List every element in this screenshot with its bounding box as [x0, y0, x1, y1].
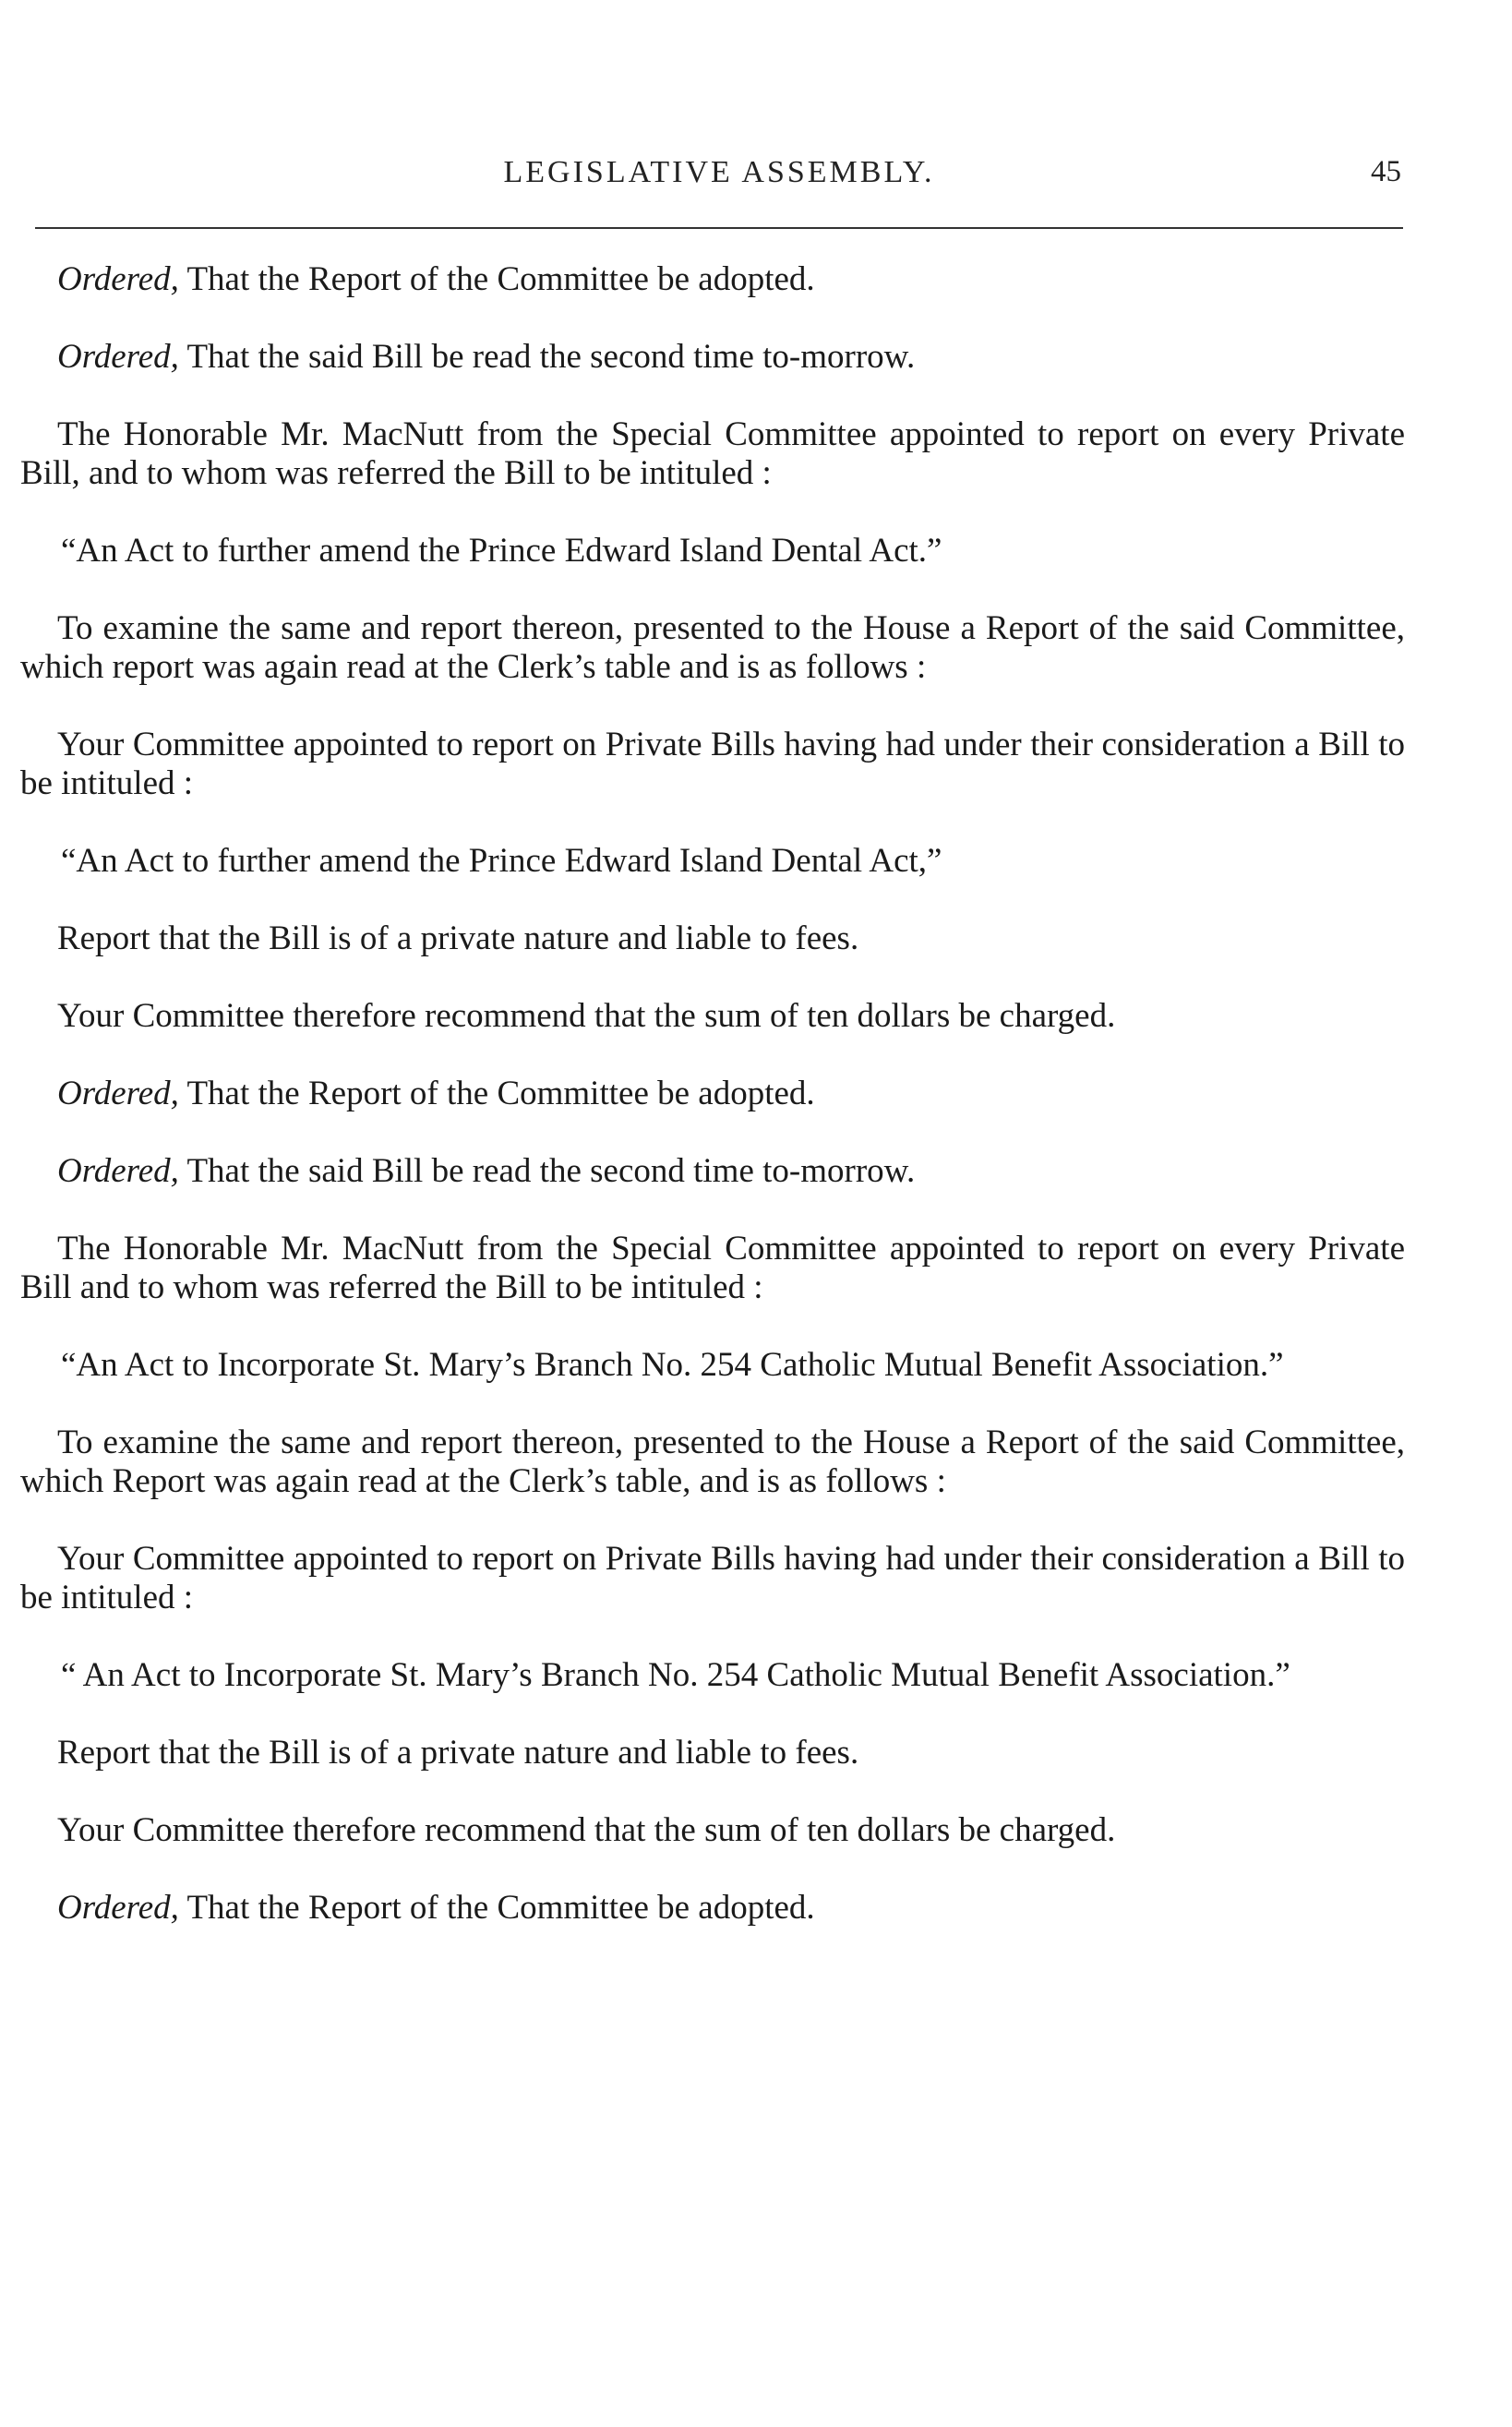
paragraph-text: Your Committee appointed to report on Private Bills having had under their consideration a Bill to be intituled : [20, 1540, 1405, 1616]
paragraph-text: Your Committee appointed to report on Private Bills having had under their consideration a Bill to be intituled : [20, 726, 1405, 802]
paragraph-text: That the Report of the Committee be adopted. [178, 1075, 815, 1112]
paragraph-text: “An Act to Incorporate St. Mary’s Branch No. 254 Catholic Mutual Benefit Association.” [61, 1346, 1284, 1384]
paragraph [20, 1075, 1405, 1113]
paragraph-text: The Honorable Mr. MacNutt from the Special Committee appointed to report on every Private Bill, and to whom was referred the Bill to be intituled : [20, 415, 1405, 492]
paragraph [20, 726, 1405, 803]
paragraph-text: That the Report of the Committee be adopted. [178, 1889, 815, 1927]
paragraph [20, 338, 1405, 377]
paragraph-text: “An Act to further amend the Prince Edward Island Dental Act.” [61, 532, 942, 570]
paragraph-text: “ An Act to Incorporate St. Mary’s Branch No. 254 Catholic Mutual Benefit Association.” [61, 1656, 1290, 1694]
paragraph [20, 1734, 1405, 1772]
bill-title-quote [20, 1346, 1405, 1385]
paragraph-text: Report that the Bill is of a private nature and liable to fees. [57, 1734, 859, 1772]
ordered-lead: Ordered, [57, 338, 179, 376]
ordered-lead: Ordered, [57, 1075, 179, 1112]
ordered-lead: Ordered, [57, 260, 179, 298]
paragraph-text: That the Report of the Committee be adopted. [178, 260, 815, 298]
ordered-lead: Ordered, [57, 1889, 179, 1927]
paragraph [20, 1424, 1405, 1501]
paragraph [20, 609, 1405, 687]
paragraph-text: To examine the same and report thereon, presented to the House a Report of the said Committee, which report was again read at the Clerk’s table and is as follows : [20, 609, 1405, 686]
paragraph-text: That the said Bill be read the second time to-morrow. [178, 338, 916, 376]
paragraph [20, 415, 1405, 493]
paragraph-text: Your Committee therefore recommend that the sum of ten dollars be charged. [57, 1811, 1116, 1849]
paragraph [20, 1889, 1405, 1928]
page-header [37, 155, 1401, 203]
paragraph-text: That the said Bill be read the second time to-morrow. [178, 1152, 916, 1190]
bill-title-quote [20, 1656, 1405, 1695]
paragraph [20, 1811, 1405, 1850]
paragraph [20, 1230, 1405, 1307]
page-number: 45 [1371, 155, 1401, 188]
ordered-lead: Ordered, [57, 1152, 179, 1190]
paragraph-text: “An Act to further amend the Prince Edward Island Dental Act,” [61, 842, 942, 880]
paragraph [20, 1152, 1405, 1191]
paragraph-text: Report that the Bill is of a private nature and liable to fees. [57, 919, 859, 957]
paragraph-text: The Honorable Mr. MacNutt from the Special Committee appointed to report on every Private Bill and to whom was referred the Bill to be intituled : [20, 1230, 1405, 1306]
paragraph-text: To examine the same and report thereon, presented to the House a Report of the said Committee, which Report was again read at the Clerk’s table, and is as follows : [20, 1424, 1405, 1500]
header-rule [35, 227, 1403, 229]
paragraph-text: Your Committee therefore recommend that the sum of ten dollars be charged. [57, 997, 1116, 1035]
paragraph [20, 260, 1405, 299]
document-body [20, 260, 1405, 1966]
paragraph [20, 997, 1405, 1036]
paragraph [20, 1540, 1405, 1617]
bill-title-quote [20, 842, 1405, 881]
bill-title-quote [20, 532, 1405, 571]
running-title: LEGISLATIVE ASSEMBLY. [503, 155, 935, 189]
paragraph [20, 919, 1405, 958]
